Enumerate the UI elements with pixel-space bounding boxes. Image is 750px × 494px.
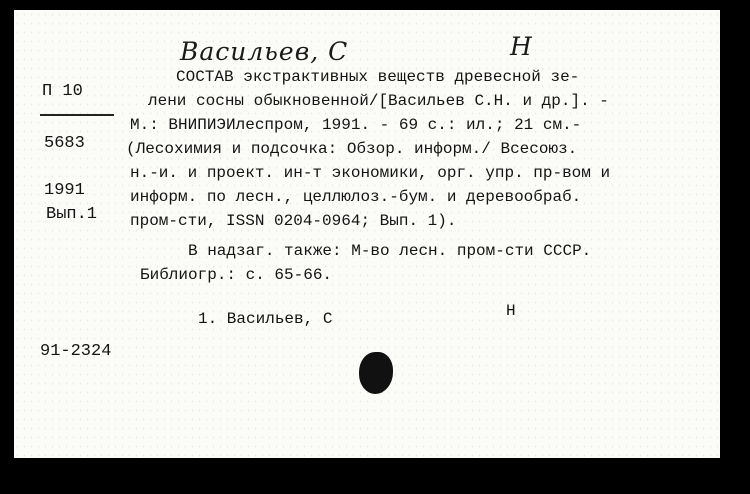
entry-line-7: пром-сти, ISSN 0204-0964; Вып. 1).	[130, 212, 457, 230]
class-index: П 10	[42, 82, 83, 101]
tracing-author: 1. Васильев, С	[198, 310, 333, 328]
year-left: 1991	[44, 181, 85, 200]
entry-note-1: В надзаг. также: М-во лесн. пром-сти СССР.	[188, 242, 592, 260]
tracing-initial: Н	[506, 302, 516, 320]
entry-line-3: М.: ВНИПИЭИлеспром, 1991. - 69 с.: ил.; 21 см.-	[130, 116, 582, 134]
entry-line-6: информ. по лесн., целлюлоз.-бум. и деревообраб.	[130, 188, 582, 206]
card-registration-number: 91-2324	[40, 342, 112, 361]
entry-line-5: н.-и. и проект. ин-т экономики, орг. упр. пр-вом и	[130, 164, 611, 182]
handwritten-initial: Н	[510, 32, 533, 61]
entry-line-1: СОСТАВ экстрактивных веществ древесной зе-	[176, 68, 580, 86]
index-underline	[40, 114, 114, 116]
entry-note-2: Библиогр.: с. 65-66.	[140, 266, 333, 284]
entry-line-2: лени сосны обыкновенной/[Васильев С.Н. и др.]. -	[148, 92, 609, 110]
issue-left: Вып.1	[46, 205, 98, 224]
entry-line-4: (Лесохимия и подсочка: Обзор. информ./ Всесоюз.	[126, 140, 578, 158]
catalog-card	[14, 10, 720, 458]
handwritten-author: Васильев, С	[180, 37, 349, 66]
card-number-left: 5683	[44, 134, 85, 153]
ink-blot	[359, 352, 393, 394]
